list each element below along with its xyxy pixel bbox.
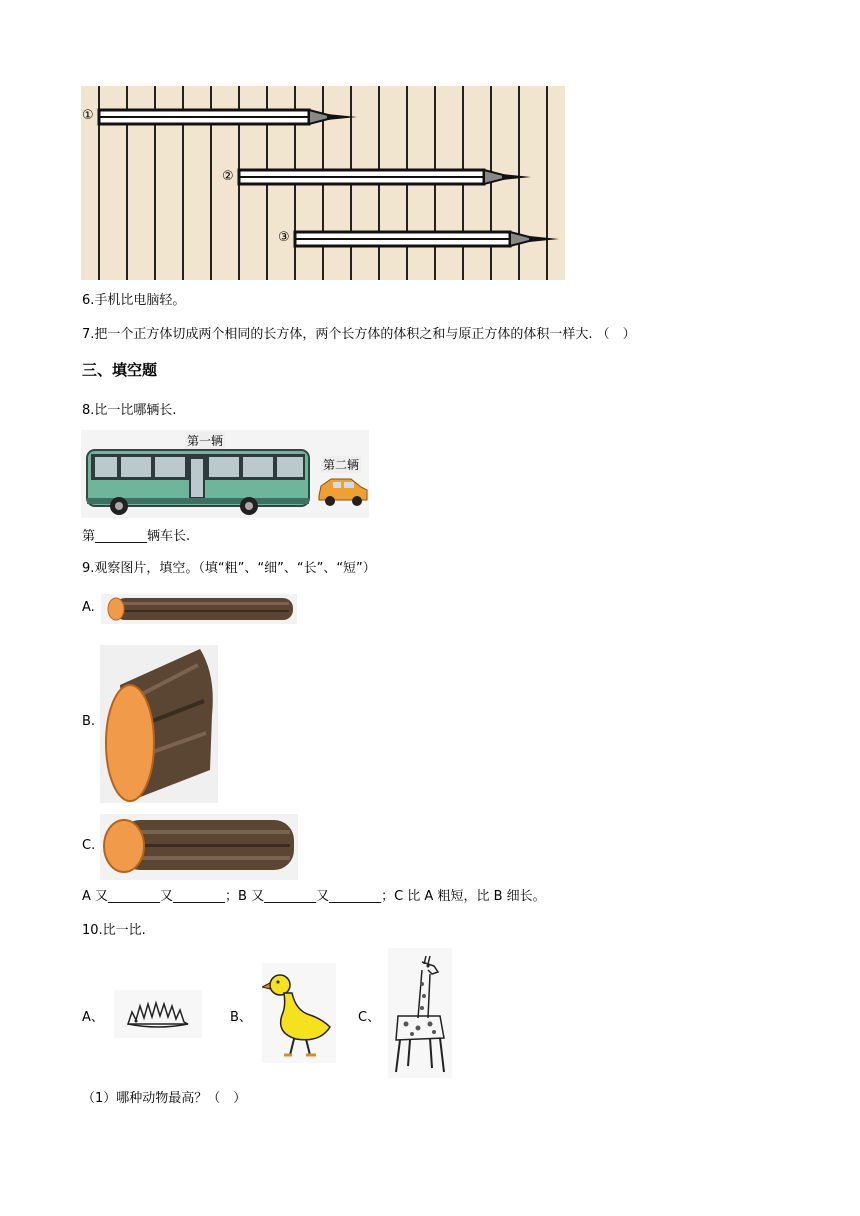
pencil-figure-drawing [81, 86, 565, 280]
pencil-label-1: ① [82, 108, 94, 123]
question-6: 6.手机比电脑轻。 [82, 293, 186, 308]
question-10-stem: 10.比一比. [82, 923, 146, 938]
hedgehog-drawing [114, 990, 202, 1038]
bus [87, 450, 309, 515]
pencil-1 [99, 110, 357, 124]
hedgehog-image [114, 990, 202, 1038]
question-9-answer: A 又________又________；B 又________又________；C 比 A 粗短，比 B 细长。 [82, 889, 546, 904]
question-8-answer: 第________辆车长. [82, 529, 191, 544]
q10-option-a-label: A、 [82, 1010, 104, 1025]
bus-label: 第一辆 [187, 434, 224, 448]
log-b-drawing [100, 645, 218, 803]
question-10-sub-1: （1）哪种动物最高？（ ） [82, 1091, 247, 1106]
log-c-image [100, 814, 298, 880]
pencil-label-2: ② [222, 169, 234, 184]
option-b-label: B. [82, 714, 96, 729]
section-heading-fill-in: 三、填空题 [82, 361, 158, 379]
bus-car-figure [81, 430, 369, 518]
log-c-drawing [100, 814, 298, 880]
log-a-image [101, 594, 297, 624]
pencil-2 [239, 170, 531, 184]
q10-option-b-label: B、 [230, 1010, 252, 1025]
pencil-comparison-figure [81, 86, 565, 280]
option-c-label: C. [82, 838, 96, 853]
giraffe-image [388, 948, 452, 1078]
question-9-stem: 9.观察图片，填空。（填“粗”、“细”、“长”、“短”） [82, 561, 376, 576]
pencil-3 [295, 232, 559, 246]
log-b-image [100, 645, 218, 803]
car-label: 第二辆 [323, 458, 360, 472]
duck-image [262, 963, 336, 1063]
duck-drawing [262, 963, 336, 1063]
pencil-label-3: ③ [278, 230, 290, 245]
question-7: 7.把一个正方体切成两个相同的长方体，两个长方体的体积之和与原正方体的体积一样大. （ ） [82, 327, 636, 342]
q10-option-c-label: C、 [358, 1010, 381, 1025]
option-a-label: A. [82, 600, 95, 615]
giraffe-drawing [388, 948, 452, 1078]
log-a-drawing [101, 594, 297, 624]
question-8-stem: 8.比一比哪辆长. [82, 403, 177, 418]
